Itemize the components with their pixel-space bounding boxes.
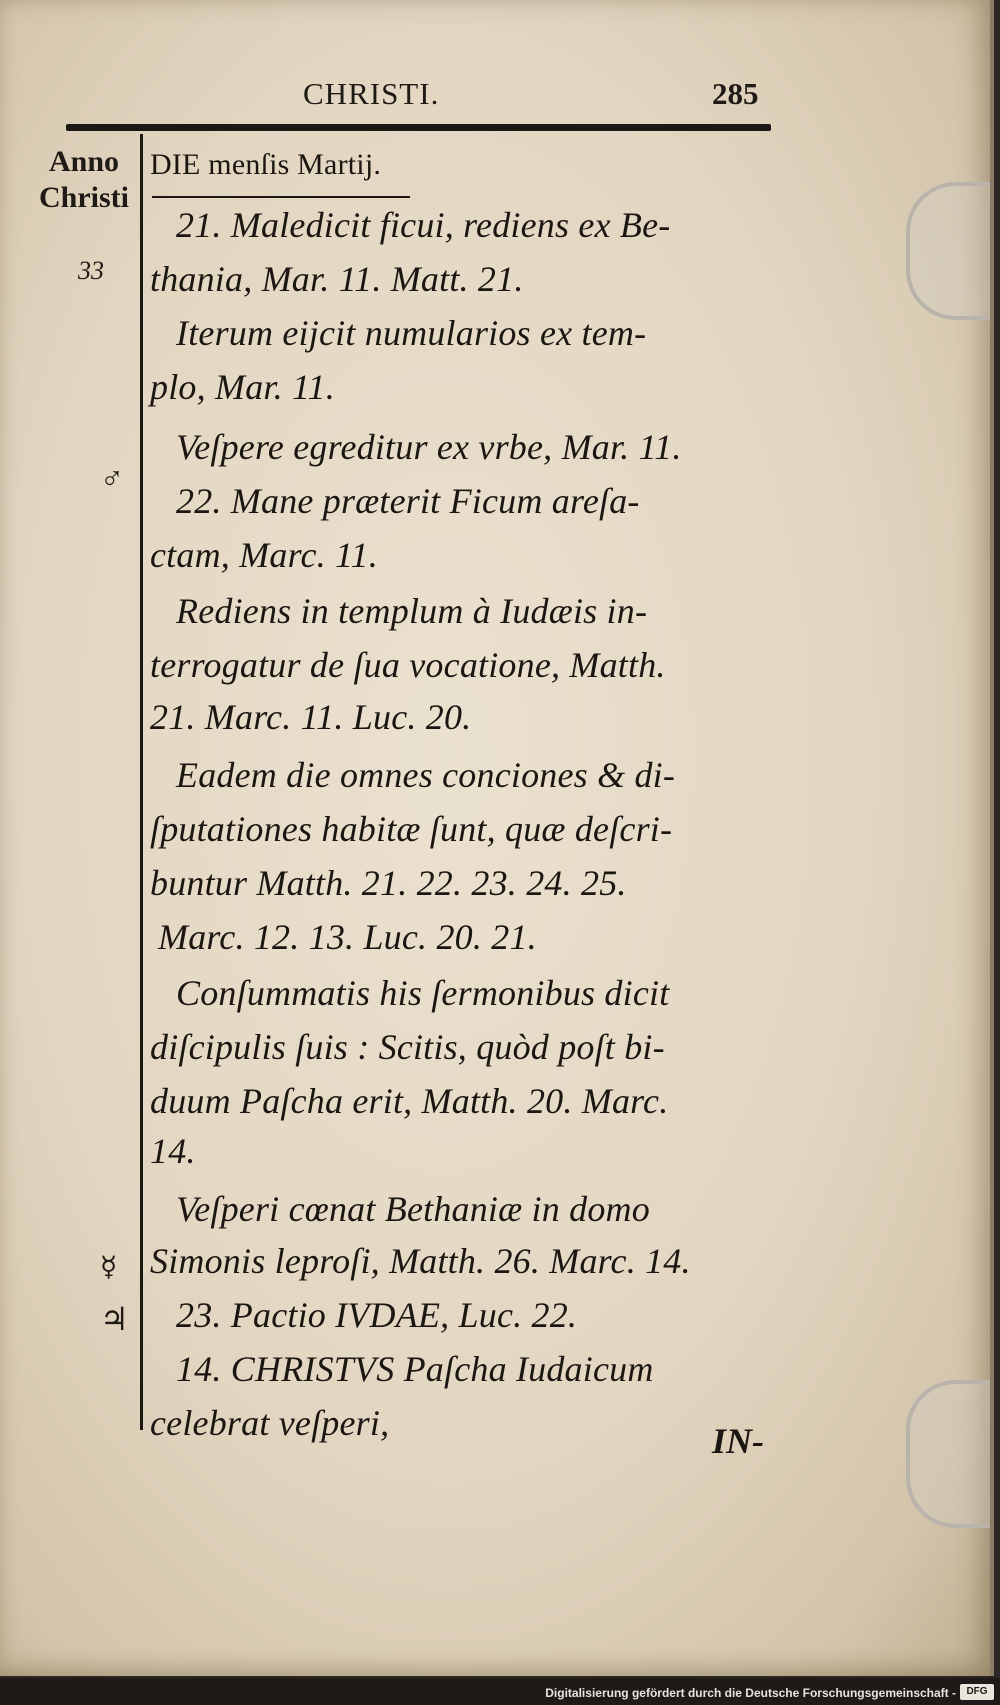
page-clip-top [906,182,990,320]
funding-credit: Digitalisierung gefördert durch die Deutsche Forschungsgemeinschaft - [545,1686,956,1700]
mars-symbol-icon: ♂ [100,460,124,496]
margin-year: 33 [78,256,104,285]
text-line: duum Paſcha erit, Matth. 20. Marc. [150,1081,669,1121]
mercury-symbol-icon: ☿ [100,1252,118,1283]
running-title: CHRISTI. [303,76,440,111]
page-header [0,76,990,116]
text-line: diſcipulis ſuis : Scitis, quòd poſt bi- [150,1027,665,1067]
text-line: thania, Mar. 11. Matt. 21. [150,259,524,299]
jupiter-symbol-icon: ♃ [100,1301,129,1337]
text-line: 14. [150,1131,196,1171]
text-line: ſputationes habitæ ſunt, quæ deſcri- [150,809,673,849]
text-line: buntur Matth. 21. 22. 23. 24. 25. [150,863,627,903]
text-line: Veſperi cœnat Bethaniæ in domo [176,1189,650,1229]
text-line: 14. CHRISTVS Paſcha Iudaicum [176,1349,654,1389]
text-line: Veſpere egreditur ex vrbe, Mar. 11. [176,427,682,467]
text-line: ctam, Marc. 11. [150,535,378,575]
text-line: 21. Maledicit ficui, rediens ex Be- [176,205,671,245]
margin-christi-word: Christi [39,181,129,214]
heading-underline [152,196,410,198]
text-line: Iterum eijcit numularios ex tem- [176,313,647,353]
text-line: Eadem die omnes conciones & di- [176,755,676,795]
date-heading: DIE menſis Martij. [150,148,382,181]
page-clip-bottom [906,1380,990,1528]
text-line: 21. Marc. 11. Luc. 20. [150,697,472,737]
text-line: Conſummatis his ſermonibus dicit [176,973,670,1013]
text-line: 22. Mane præterit Ficum areſa- [176,481,640,521]
margin-anno-word: Anno [48,145,120,178]
margin-rule [140,134,143,1430]
text-line: celebrat veſperi, [150,1403,390,1443]
text-line: terrogatur de ſua vocatione, Matth. [150,645,666,685]
dfg-logo-icon: DFG [960,1684,994,1700]
text-line: Marc. 12. 13. Luc. 20. 21. [158,917,537,957]
header-rule [66,124,771,131]
catchword: IN- [712,1421,764,1461]
margin-anno-label [30,144,138,216]
text-line: Simonis leproſi, Matth. 26. Marc. 14. [150,1241,691,1281]
page-number: 285 [712,76,759,111]
text-line: plo, Mar. 11. [150,367,335,407]
text-line: 23. Pactio IVDAE, Luc. 22. [176,1295,578,1335]
text-line: Rediens in templum à Iudæis in- [176,591,648,631]
